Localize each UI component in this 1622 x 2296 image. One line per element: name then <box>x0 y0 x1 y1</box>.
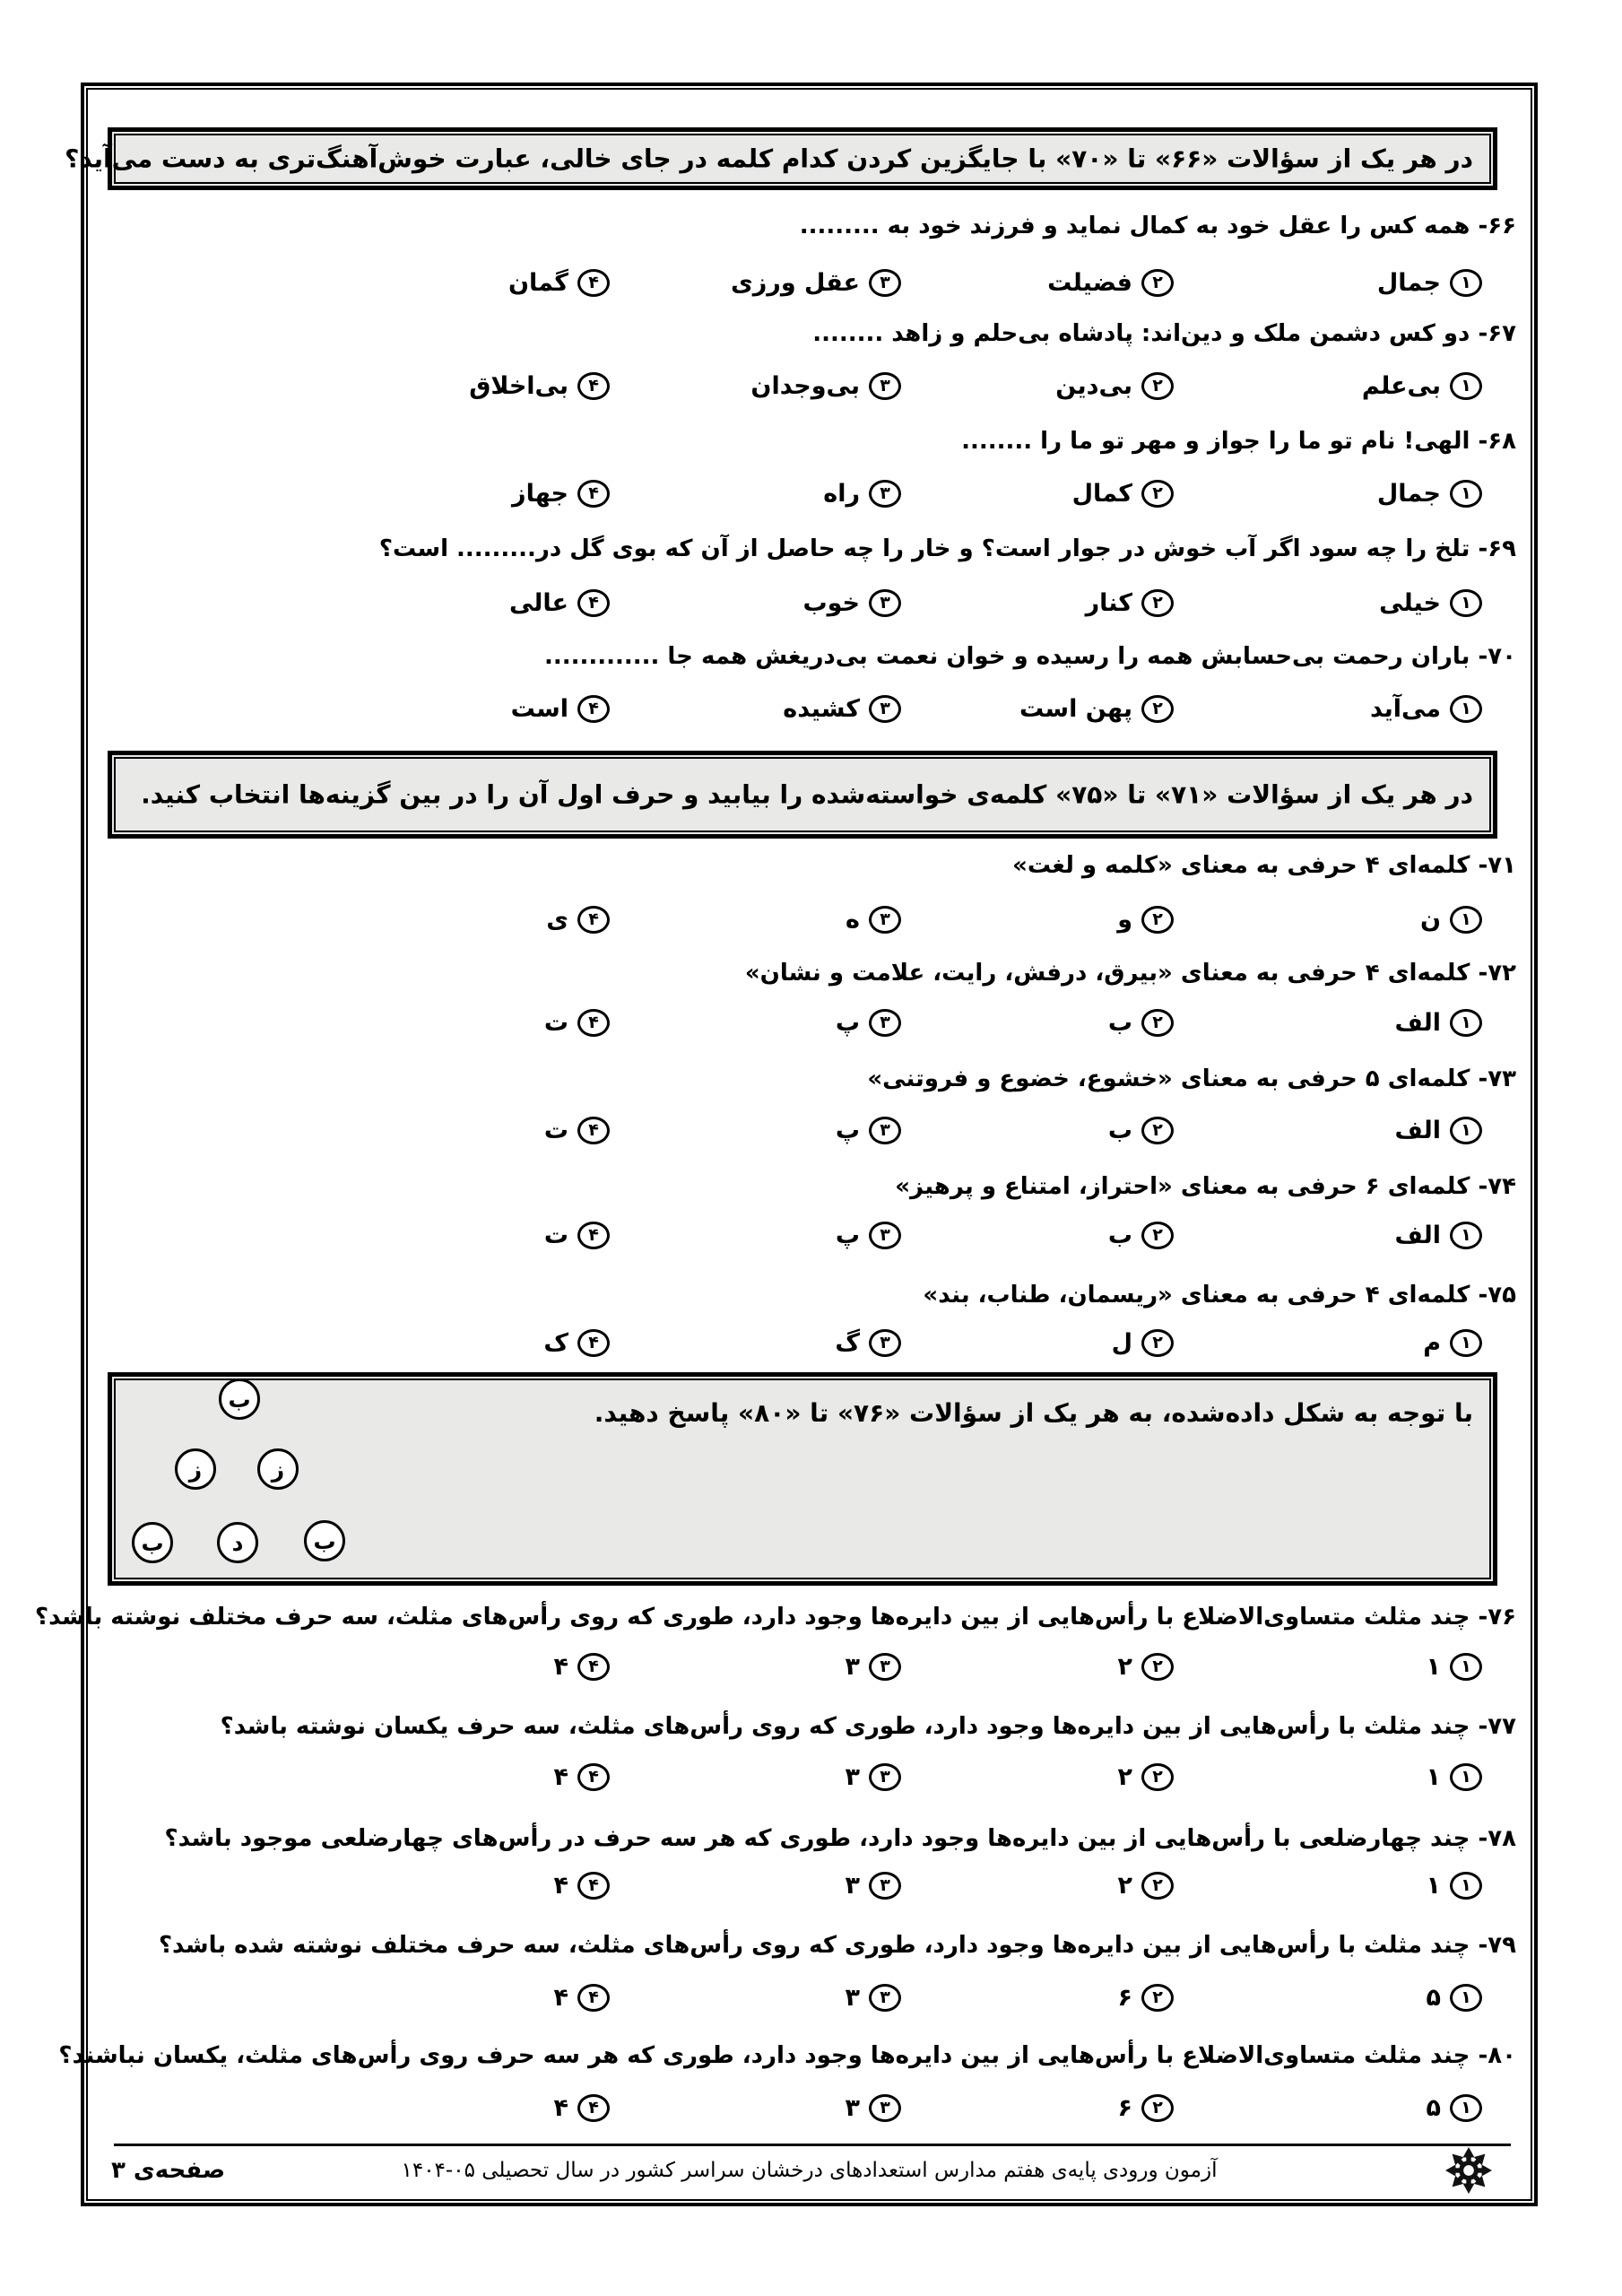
option-number-badge[interactable]: ۲ <box>1141 480 1174 508</box>
option-number-badge[interactable]: ۴ <box>577 480 610 508</box>
option-label[interactable]: ۲ <box>1117 1871 1132 1900</box>
question-74-option-3[interactable] <box>836 1213 901 1257</box>
question-66-option-4[interactable] <box>508 261 610 304</box>
question-73-option-2[interactable] <box>1108 1109 1174 1152</box>
option-label[interactable]: ۴ <box>553 1652 568 1681</box>
option-label[interactable]: ۲ <box>1117 1652 1132 1681</box>
option-number-badge[interactable]: ۴ <box>577 695 610 723</box>
question-68-option-1[interactable] <box>1377 472 1482 515</box>
diagram-circle-r1-c1: ب <box>219 1378 260 1420</box>
question-68-option-3[interactable] <box>823 472 901 515</box>
question-71-text: ۷۱- کلمه‌ای ۴ حرفی به معنای «کلمه و لغت» <box>1012 852 1516 879</box>
question-78-option-3[interactable] <box>846 1864 901 1907</box>
option-number-badge[interactable]: ۳ <box>869 1763 901 1791</box>
option-label[interactable]: ت <box>543 1008 568 1037</box>
question-69-option-3[interactable] <box>802 581 901 624</box>
option-label[interactable]: پهن است <box>1019 694 1132 723</box>
option-number-badge[interactable]: ۳ <box>869 1872 901 1900</box>
question-70-option-4[interactable] <box>511 687 610 730</box>
option-label[interactable]: خیلی <box>1379 588 1441 617</box>
option-label[interactable]: ۵ <box>1426 2093 1441 2122</box>
question-76-option-3[interactable] <box>846 1645 901 1688</box>
option-label[interactable]: می‌آید <box>1369 694 1441 723</box>
option-number-badge[interactable]: ۳ <box>869 1329 901 1357</box>
option-number-badge[interactable]: ۳ <box>869 2094 901 2122</box>
question-66-option-1[interactable] <box>1377 261 1482 304</box>
question-73-option-4[interactable] <box>544 1109 610 1152</box>
question-68-option-2[interactable] <box>1072 472 1174 515</box>
option-number-badge[interactable]: ۱ <box>1450 1763 1482 1791</box>
question-70-option-3[interactable] <box>783 687 901 730</box>
question-70-option-2[interactable] <box>1019 687 1174 730</box>
option-label[interactable]: ب <box>1107 1221 1132 1249</box>
option-label[interactable]: جهاز <box>512 479 568 508</box>
eight-arrows-logo-icon <box>1444 2146 1493 2195</box>
option-number-badge[interactable]: ۲ <box>1141 1009 1174 1037</box>
question-77-option-2[interactable] <box>1118 1755 1174 1798</box>
question-76-option-2[interactable] <box>1118 1645 1174 1688</box>
option-label[interactable]: گ <box>835 1328 860 1357</box>
question-76-text: ۷۶- چند مثلث متساوی‌الاضلاع با رأس‌هایی از بین دایره‌ها وجود دارد، طوری که روی رأس‌های مثلث، سه حرف مختلف نوشته باشد؟ <box>35 1604 1516 1631</box>
option-number-badge[interactable]: ۳ <box>869 480 901 508</box>
option-label[interactable]: جمال <box>1376 479 1441 508</box>
instruction-box-3 <box>108 1372 1497 1586</box>
question-67-text: ۶۷- دو کس دشمن ملک و دین‌اند: پادشاه بی‌حلم و زاهد ........ <box>812 320 1516 347</box>
option-number-badge[interactable]: ۱ <box>1450 269 1482 297</box>
question-73-option-3[interactable] <box>836 1109 901 1152</box>
footer-divider <box>114 2144 1511 2146</box>
question-80-option-1[interactable] <box>1427 2086 1482 2129</box>
instruction-box-2 <box>108 751 1497 839</box>
question-78-text: ۷۸- چند چهارضلعی با رأس‌هایی از بین دایره‌ها وجود دارد، طوری که هر سه حرف در رأس‌های چهارضلعی موجود باشد؟ <box>164 1825 1516 1852</box>
option-number-badge[interactable]: ۳ <box>869 269 901 297</box>
option-number-badge[interactable]: ۳ <box>869 1984 901 2012</box>
option-label[interactable]: بی‌اخلاق <box>469 371 568 400</box>
question-75-option-2[interactable] <box>1112 1321 1174 1364</box>
option-number-badge[interactable]: ۳ <box>869 589 901 617</box>
option-number-badge[interactable]: ۴ <box>577 1009 610 1037</box>
question-72-option-3[interactable] <box>836 1001 901 1044</box>
option-number-badge[interactable]: ۲ <box>1141 695 1174 723</box>
question-72-option-4[interactable] <box>544 1001 610 1044</box>
option-number-badge[interactable]: ۴ <box>577 1329 610 1357</box>
option-number-badge[interactable]: ۲ <box>1141 1984 1174 2012</box>
option-label[interactable]: بی‌وجدان <box>750 371 860 400</box>
option-number-badge[interactable]: ۲ <box>1141 1763 1174 1791</box>
option-number-badge[interactable]: ۴ <box>577 1117 610 1144</box>
question-80-option-2[interactable] <box>1118 2086 1174 2129</box>
option-number-badge[interactable]: ۴ <box>577 1222 610 1249</box>
option-number-badge[interactable]: ۳ <box>869 906 901 934</box>
option-label[interactable]: ۲ <box>1117 1762 1132 1791</box>
option-number-badge[interactable]: ۱ <box>1450 1872 1482 1900</box>
option-label[interactable]: ۵ <box>1426 1983 1441 2012</box>
option-number-badge[interactable]: ۱ <box>1450 1653 1482 1681</box>
instruction-text-2: در هر یک از سؤالات «۷۱» تا «۷۵» کلمه‌ی خواسته‌شده را بیابید و حرف اول آن را در بین گزینه‌ها انتخاب کنید. <box>141 779 1473 810</box>
question-75-option-3[interactable] <box>835 1321 901 1364</box>
option-number-badge[interactable]: ۳ <box>869 1222 901 1249</box>
option-number-badge[interactable]: ۱ <box>1450 1117 1482 1144</box>
question-68-option-4[interactable] <box>512 472 610 515</box>
question-69-option-2[interactable] <box>1086 581 1174 624</box>
question-72-text: ۷۲- کلمه‌ای ۴ حرفی به معنای «بیرق، درفش، رایت، علامت و نشان» <box>744 960 1516 987</box>
option-number-badge[interactable]: ۴ <box>577 906 610 934</box>
option-label[interactable]: ت <box>543 1116 568 1144</box>
option-label[interactable]: ۴ <box>553 1871 568 1900</box>
question-76-option-4[interactable] <box>554 1645 610 1688</box>
instruction-text-1: در هر یک از سؤالات «۶۶» تا «۷۰» با جایگزین کردن کدام کلمه در جای خالی، عبارت خوش‌آهنگ‌تری به دست می‌آید؟ <box>65 144 1473 174</box>
question-78-option-1[interactable] <box>1427 1864 1482 1907</box>
option-label[interactable]: ۶ <box>1117 2093 1132 2122</box>
question-72-option-2[interactable] <box>1108 1001 1174 1044</box>
option-number-badge[interactable]: ۲ <box>1141 1329 1174 1357</box>
option-number-badge[interactable]: ۲ <box>1141 372 1174 400</box>
option-label[interactable]: الف <box>1394 1221 1441 1249</box>
option-label[interactable]: ن <box>1419 905 1441 934</box>
option-label[interactable]: ی <box>546 905 568 934</box>
diagram-circle-r3-c2: د <box>217 1522 258 1563</box>
option-label[interactable]: عالی <box>508 588 568 617</box>
option-label[interactable]: ل <box>1111 1328 1132 1357</box>
option-label[interactable]: ۴ <box>553 2093 568 2122</box>
question-70-text: ۷۰- باران رحمت بی‌حسابش همه را رسیده و خوان نعمت بی‌دریغش همه جا ............. <box>543 643 1516 670</box>
option-number-badge[interactable]: ۱ <box>1450 589 1482 617</box>
question-80-text: ۸۰- چند مثلث متساوی‌الاضلاع با رأس‌هایی از بین دایره‌ها وجود دارد، طوری که هر سه حرف روی رأس‌های مثلث، یکسان نباشند؟ <box>58 2042 1516 2069</box>
option-label[interactable]: ۱ <box>1426 1871 1441 1900</box>
question-80-option-4[interactable] <box>554 2086 610 2129</box>
option-number-badge[interactable]: ۱ <box>1450 906 1482 934</box>
option-label[interactable]: پ <box>835 1221 860 1249</box>
option-number-badge[interactable]: ۴ <box>577 1872 610 1900</box>
option-number-badge[interactable]: ۲ <box>1141 269 1174 297</box>
question-71-option-2[interactable] <box>1117 898 1174 941</box>
option-label[interactable]: عقل ورزی <box>731 268 860 297</box>
option-number-badge[interactable]: ۴ <box>577 589 610 617</box>
question-71-option-1[interactable] <box>1420 898 1482 941</box>
option-label[interactable]: کمال <box>1071 479 1132 508</box>
option-label[interactable]: جمال <box>1376 268 1441 297</box>
option-label[interactable]: ۱ <box>1426 1762 1441 1791</box>
question-74-text: ۷۴- کلمه‌ای ۶ حرفی به معنای «احتراز، امتناع و پرهیز» <box>895 1173 1516 1200</box>
diagram-circle-r3-c1: ب <box>132 1522 173 1563</box>
option-number-badge[interactable]: ۱ <box>1450 695 1482 723</box>
option-label[interactable]: بی‌علم <box>1361 371 1441 400</box>
option-number-badge[interactable]: ۲ <box>1141 906 1174 934</box>
question-67-option-2[interactable] <box>1055 364 1174 407</box>
page-number-label: صفحه‌ی ۳ <box>111 2157 226 2184</box>
question-79-option-4[interactable] <box>554 1976 610 2019</box>
option-number-badge[interactable]: ۳ <box>869 1653 901 1681</box>
option-label[interactable]: گمان <box>508 268 568 297</box>
question-74-option-4[interactable] <box>544 1213 610 1257</box>
option-label[interactable]: ک <box>543 1328 568 1357</box>
question-80-option-3[interactable] <box>846 2086 901 2129</box>
option-label[interactable]: کشیده <box>783 694 860 723</box>
question-68-text: ۶۸- الهی! نام تو ما را جواز و مهر تو ما را ........ <box>961 428 1516 455</box>
question-66-option-2[interactable] <box>1047 261 1174 304</box>
option-number-badge[interactable]: ۴ <box>577 1984 610 2012</box>
option-number-badge[interactable]: ۳ <box>869 372 901 400</box>
diagram-circle-r2-c2: ز <box>257 1448 299 1490</box>
option-number-badge[interactable]: ۱ <box>1450 372 1482 400</box>
option-label[interactable]: بی‌دین <box>1055 371 1132 400</box>
question-73-option-1[interactable] <box>1394 1109 1482 1152</box>
option-number-badge[interactable]: ۳ <box>869 1009 901 1037</box>
option-label[interactable]: ۴ <box>553 1762 568 1791</box>
instruction-text-3: با توجه به شکل داده‌شده، به هر یک از سؤالات «۷۶» تا «۸۰» پاسخ دهید. <box>594 1398 1473 1428</box>
diagram-circle-r3-c3: ب <box>304 1520 345 1561</box>
question-79-option-3[interactable] <box>846 1976 901 2019</box>
option-label[interactable]: الف <box>1394 1116 1441 1144</box>
option-label[interactable]: ت <box>543 1221 568 1249</box>
option-number-badge[interactable]: ۱ <box>1450 1222 1482 1249</box>
question-79-option-1[interactable] <box>1427 1976 1482 2019</box>
question-69-text: ۶۹- تلخ را چه سود اگر آب خوش در جوار است؟ و خار را چه حاصل از آن که بوی گل در......... است؟ <box>378 535 1516 562</box>
option-label[interactable]: خوب <box>802 588 860 617</box>
option-label[interactable]: ۳ <box>845 2093 860 2122</box>
option-number-badge[interactable]: ۱ <box>1450 1009 1482 1037</box>
option-number-badge[interactable]: ۲ <box>1141 1117 1174 1144</box>
question-77-option-4[interactable] <box>554 1755 610 1798</box>
question-71-option-4[interactable] <box>546 898 610 941</box>
option-label[interactable]: ۳ <box>845 1983 860 2012</box>
option-label[interactable]: ۶ <box>1117 1983 1132 2012</box>
option-label[interactable]: ۳ <box>845 1652 860 1681</box>
question-66-option-3[interactable] <box>731 261 901 304</box>
question-79-option-2[interactable] <box>1118 1976 1174 2019</box>
question-71-option-3[interactable] <box>846 898 901 941</box>
option-number-badge[interactable]: ۲ <box>1141 1872 1174 1900</box>
option-label[interactable]: ۳ <box>845 1871 860 1900</box>
option-label[interactable]: و <box>1117 905 1132 934</box>
option-number-badge[interactable]: ۳ <box>869 1117 901 1144</box>
question-72-option-1[interactable] <box>1394 1001 1482 1044</box>
question-67-option-3[interactable] <box>750 364 901 407</box>
question-70-option-1[interactable] <box>1370 687 1482 730</box>
question-69-option-4[interactable] <box>509 581 610 624</box>
option-label[interactable]: راه <box>823 479 860 508</box>
option-number-badge[interactable]: ۳ <box>869 695 901 723</box>
question-67-option-1[interactable] <box>1362 364 1482 407</box>
question-76-option-1[interactable] <box>1427 1645 1482 1688</box>
option-number-badge[interactable]: ۲ <box>1141 1222 1174 1249</box>
option-label[interactable]: پ <box>835 1008 860 1037</box>
instruction-box-1 <box>65 127 1497 190</box>
option-label[interactable]: ۱ <box>1426 1652 1441 1681</box>
option-number-badge[interactable]: ۱ <box>1450 1984 1482 2012</box>
option-number-badge[interactable]: ۱ <box>1450 480 1482 508</box>
question-75-text: ۷۵- کلمه‌ای ۴ حرفی به معنای «ریسمان، طناب، بند» <box>923 1282 1516 1309</box>
option-number-badge[interactable]: ۴ <box>577 269 610 297</box>
option-number-badge[interactable]: ۴ <box>577 1763 610 1791</box>
question-77-option-3[interactable] <box>846 1755 901 1798</box>
option-number-badge[interactable]: ۴ <box>577 2094 610 2122</box>
question-73-text: ۷۳- کلمه‌ای ۵ حرفی به معنای «خشوع، خضوع و فروتنی» <box>867 1065 1516 1092</box>
question-77-option-1[interactable] <box>1427 1755 1482 1798</box>
option-label[interactable]: است <box>510 694 568 723</box>
option-label[interactable]: فضیلت <box>1047 268 1132 297</box>
question-67-option-4[interactable] <box>469 364 610 407</box>
question-75-option-4[interactable] <box>543 1321 610 1364</box>
question-69-option-1[interactable] <box>1379 581 1482 624</box>
page-frame <box>35 83 1538 2206</box>
option-number-badge[interactable]: ۲ <box>1141 2094 1174 2122</box>
option-label[interactable]: ه <box>846 905 860 934</box>
question-75-option-1[interactable] <box>1423 1321 1482 1364</box>
option-label[interactable]: پ <box>835 1116 860 1144</box>
option-number-badge[interactable]: ۱ <box>1450 1329 1482 1357</box>
option-number-badge[interactable]: ۱ <box>1450 2094 1482 2122</box>
option-number-badge[interactable]: ۴ <box>577 372 610 400</box>
question-66-text: ۶۶- همه کس را عقل خود به کمال نماید و فرزند خود به ......... <box>799 213 1516 239</box>
option-number-badge[interactable]: ۲ <box>1141 589 1174 617</box>
question-77-text: ۷۷- چند مثلث با رأس‌هایی از بین دایره‌ها وجود دارد، طوری که روی رأس‌های مثلث، سه حرف یکسان نوشته باشد؟ <box>220 1713 1516 1740</box>
option-number-badge[interactable]: ۴ <box>577 1653 610 1681</box>
footer-exam-title: آزمون ورودی پایه‌ی هفتم مدارس استعدادهای درخشان سراسر کشور در سال تحصیلی ۰۵-۱۴۰۴ <box>401 2159 1218 2182</box>
option-label[interactable]: کنار <box>1085 588 1132 617</box>
option-label[interactable]: ب <box>1107 1116 1132 1144</box>
option-label[interactable]: الف <box>1394 1008 1441 1037</box>
question-74-option-1[interactable] <box>1394 1213 1482 1257</box>
option-label[interactable]: م <box>1423 1328 1441 1357</box>
question-79-text: ۷۹- چند مثلث با رأس‌هایی از بین دایره‌ها وجود دارد، طوری که روی رأس‌های مثلث، سه حرف مختلف نوشته شده باشد؟ <box>158 1932 1516 1959</box>
option-label[interactable]: ۳ <box>845 1762 860 1791</box>
question-78-option-2[interactable] <box>1118 1864 1174 1907</box>
option-number-badge[interactable]: ۲ <box>1141 1653 1174 1681</box>
option-label[interactable]: ۴ <box>553 1983 568 2012</box>
question-74-option-2[interactable] <box>1108 1213 1174 1257</box>
option-label[interactable]: ب <box>1107 1008 1132 1037</box>
question-78-option-4[interactable] <box>554 1864 610 1907</box>
diagram-circle-r2-c1: ز <box>175 1448 216 1490</box>
